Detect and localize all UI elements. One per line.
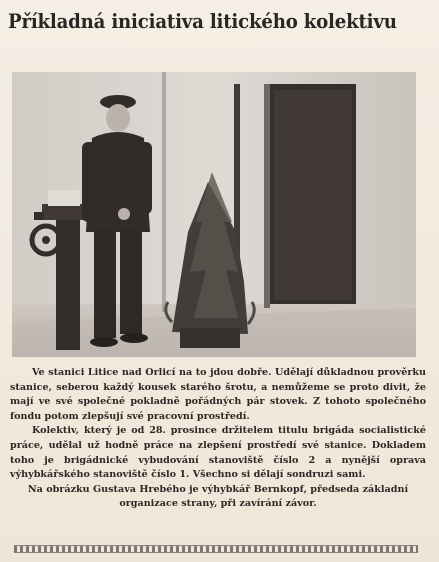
headline: Příkladná iniciativa litického kolektivu	[8, 10, 397, 33]
photograph	[12, 72, 416, 357]
article-body	[10, 366, 426, 512]
photo-illustration	[12, 72, 416, 357]
article-paragraph-1: Ve stanici Litice nad Orlicí na to jdou dobře. Udělají důkladnou prověrku stanice, seberou každý kousek starého šrotu, a nemůžeme se proto divit, že mají ve své společné pokladně pořádných pár stovek. Z tohoto společného fondu potom zlepšují své pracovní prostředí.	[10, 367, 426, 422]
photo-caption: Na obrázku Gustava Hrebého je výhybkář Bernkopf, předseda základní organizace strany, při zavírání závor.	[27, 483, 409, 510]
article-paragraph-2: Kolektiv, který je od 28. prosince držitelem titulu brigáda socialistické práce, udělal už hodně práce na zlepšení prostředí své stanice. Dokladem toho je brigádnické vybudování stanoviště číslo 2 a nynější oprava výhybkářského stanoviště číslo 1. Všechno si dělají sondruzi sami.	[10, 425, 426, 481]
decorative-border-rule	[14, 545, 418, 553]
